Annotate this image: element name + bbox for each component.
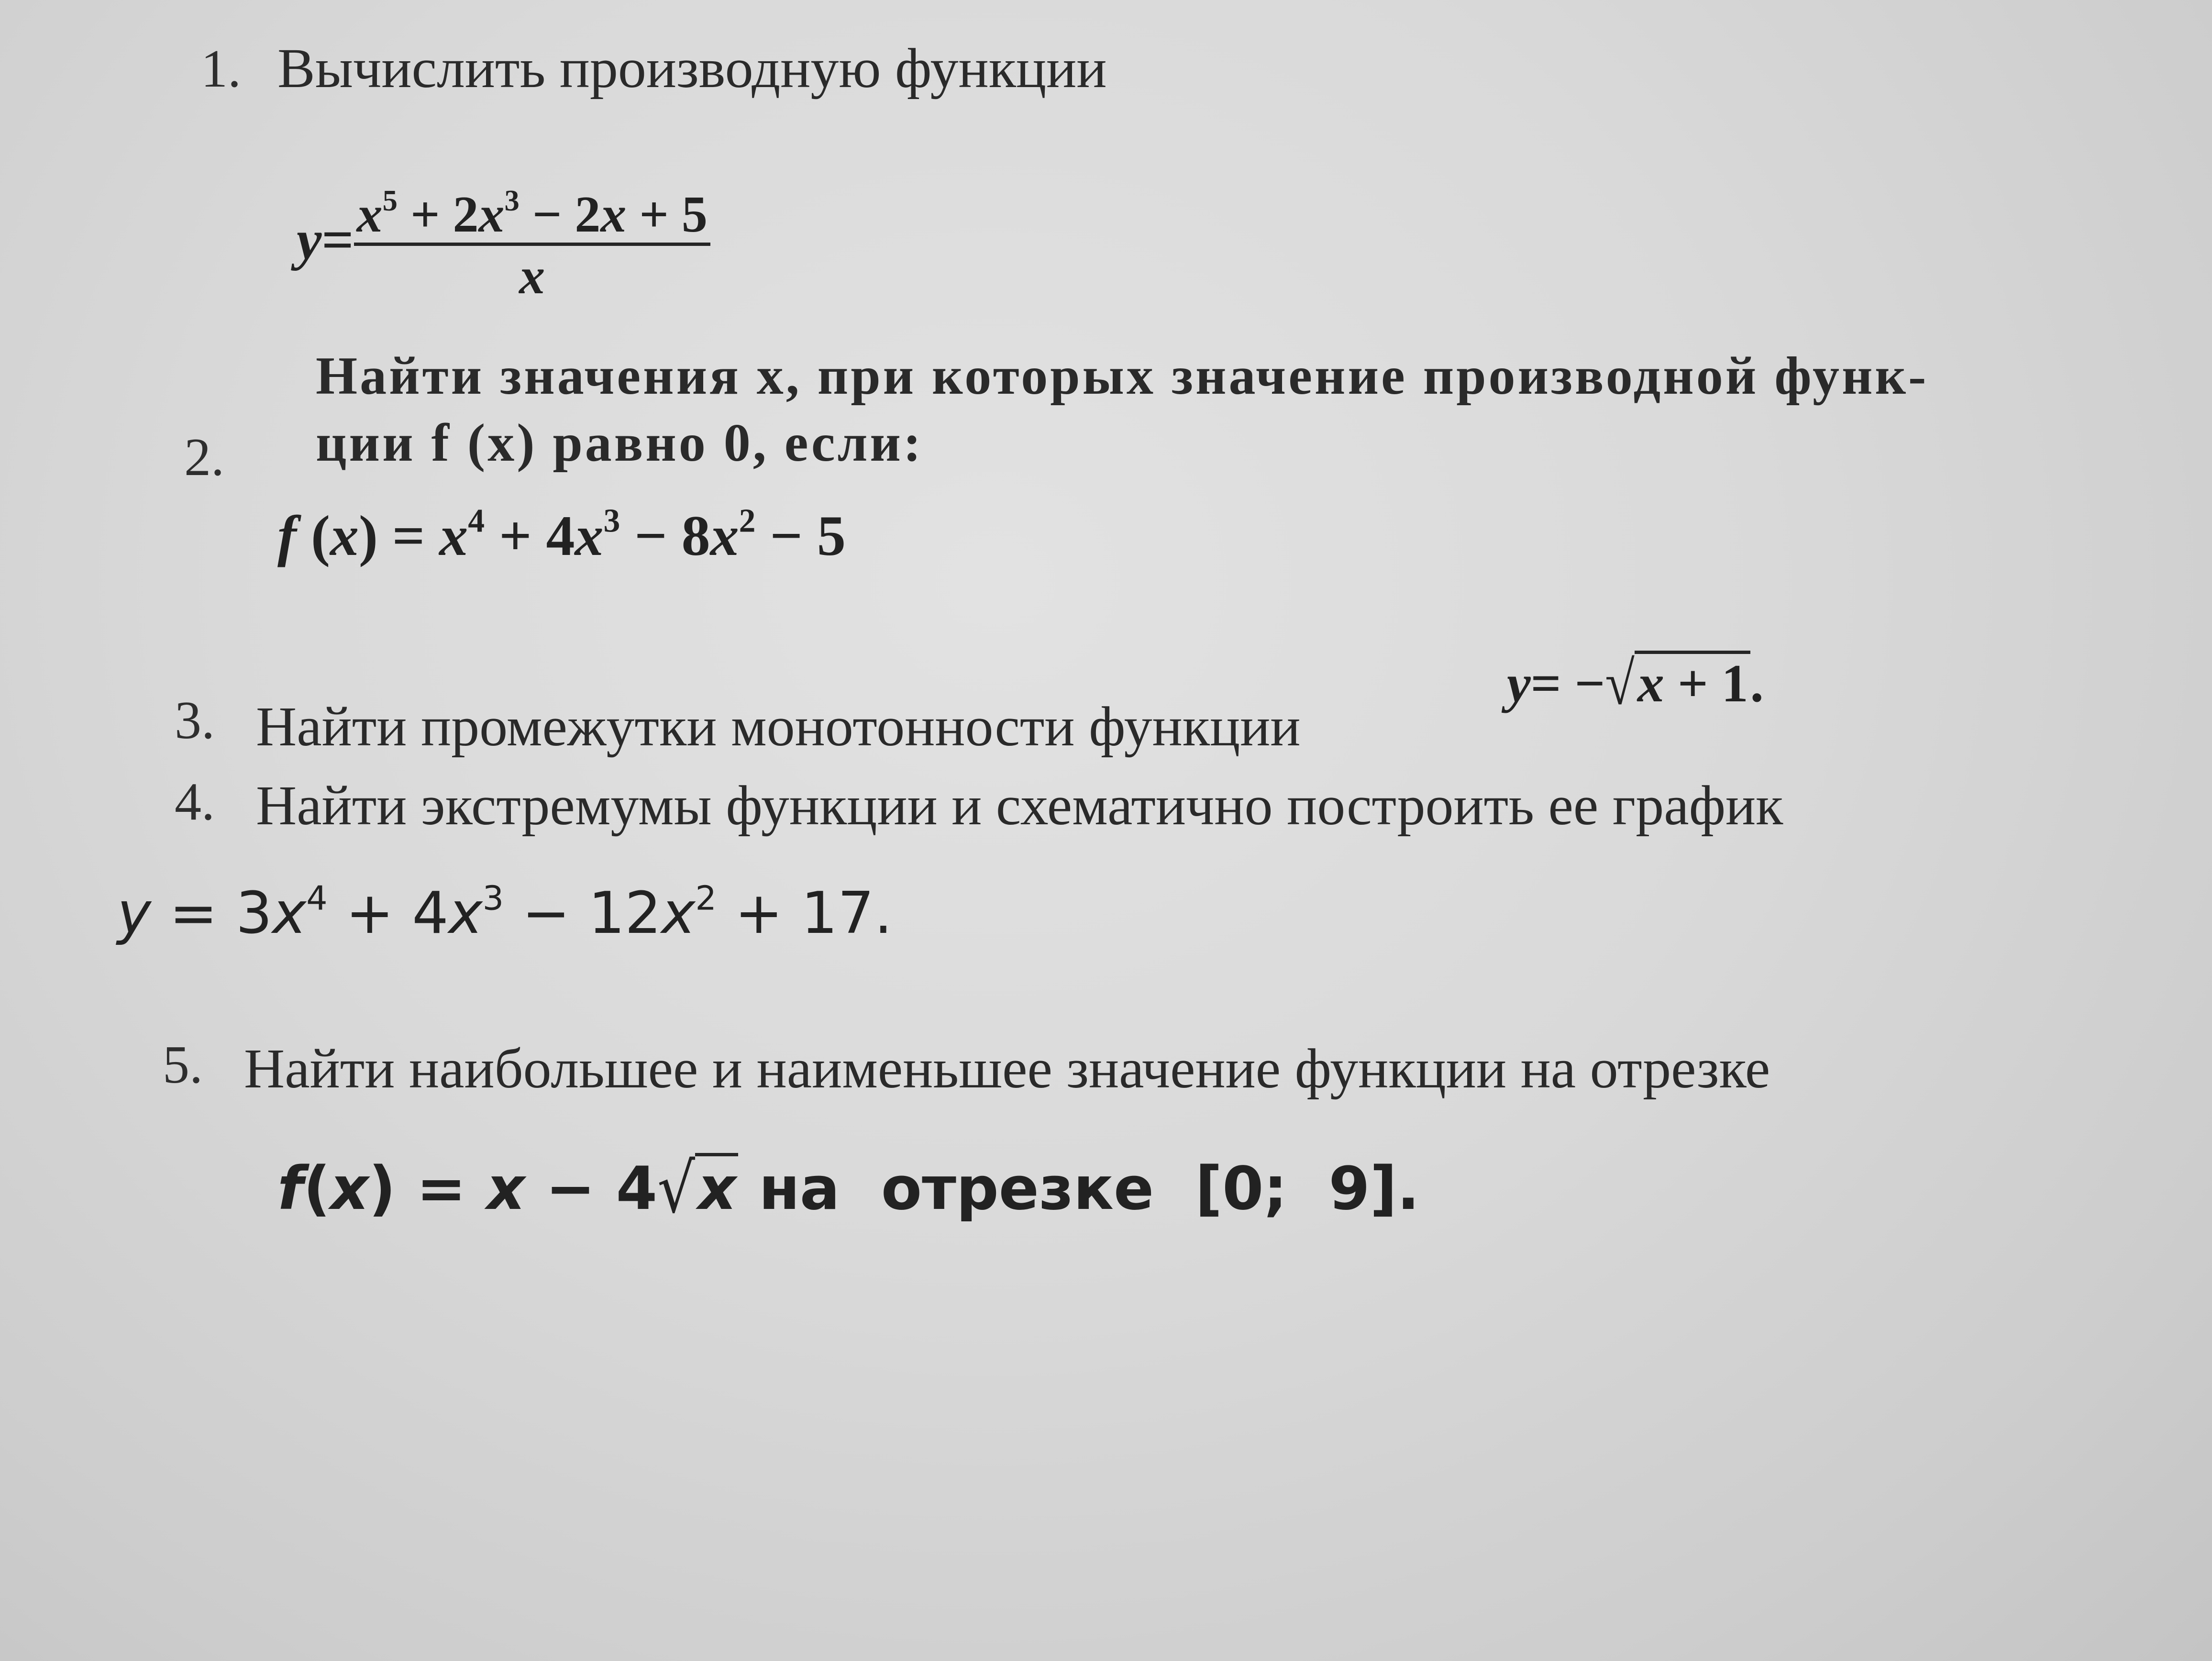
formula-term: − 5 (755, 504, 846, 567)
task-4-formula (117, 879, 893, 947)
formula-exponent: 3 (504, 184, 520, 218)
task-2-formula (277, 502, 846, 567)
formula-term: − 8 (620, 504, 710, 567)
radicand (695, 1153, 738, 1223)
task-1-formula (297, 184, 710, 305)
formula-exponent: 4 (468, 502, 485, 540)
formula-exponent: 5 (382, 184, 398, 218)
task-3-text: Найти промежутки монотонности функции (256, 695, 1301, 758)
formula-term: + 2 (397, 186, 479, 243)
task-3-formula (1507, 649, 1764, 718)
formula-var: y (117, 880, 152, 947)
formula-var: x (487, 1154, 525, 1223)
formula-term: − 4 (525, 1154, 658, 1223)
formula-term: = 3 (151, 880, 273, 947)
formula-term: + 17. (716, 880, 893, 947)
task-4-text: Найти экстремумы функции и схематично построить ее график (256, 774, 1783, 837)
formula-var: x (519, 248, 545, 305)
formula-term: − 2 (519, 186, 601, 243)
formula-var: x (439, 504, 468, 567)
formula-term: + 4 (327, 880, 449, 947)
task-1-number: 1. (201, 39, 241, 99)
formula-op: = − (1530, 654, 1605, 713)
task-3-number: 3. (175, 691, 215, 750)
formula-term: − 12 (503, 880, 662, 947)
formula-var: x (661, 880, 696, 947)
formula-term: + 4 (485, 504, 575, 567)
formula-var: f (277, 504, 297, 567)
sqrt-icon: √ (657, 1149, 696, 1229)
formula-var: f (277, 1154, 303, 1223)
formula-var: x (330, 1154, 369, 1223)
formula-var: x (330, 504, 359, 567)
formula-term: ( (303, 1154, 331, 1223)
formula-var: x (272, 880, 307, 947)
formula-term: + 1 (1664, 654, 1748, 713)
formula-exponent: 3 (603, 502, 620, 540)
formula-term: = (396, 1154, 487, 1223)
task-2-number: 2. (184, 428, 224, 487)
formula-var: x (448, 880, 483, 947)
formula-term: + 5 (626, 186, 708, 243)
task-5-text: Найти наибольшее и наименьшее значение функции на отрезке (244, 1037, 1770, 1100)
task-4-number: 4. (175, 772, 215, 831)
task-2-text-line2: ции f (x) равно 0, если: (316, 413, 924, 473)
formula-var: x (1637, 654, 1664, 713)
formula-var: y (1507, 654, 1531, 713)
fraction (354, 184, 710, 305)
formula-var: x (698, 1154, 737, 1223)
formula-term: ) = (358, 504, 440, 567)
formula-term: ) (368, 1154, 396, 1223)
formula-op: = (321, 208, 354, 271)
formula-var: y (297, 208, 322, 271)
formula-var: x (575, 504, 604, 567)
formula-var: x (710, 504, 739, 567)
formula-term: на отрезке [0; 9]. (738, 1154, 1420, 1223)
formula-var: x (600, 186, 627, 243)
formula-exponent: 3 (482, 879, 504, 918)
task-2-text-line1: Найти значения x, при которых значение производной функ- (316, 346, 1929, 406)
formula-exponent: 2 (739, 502, 756, 540)
formula-var: x (356, 186, 383, 243)
sqrt-icon: √ (1605, 649, 1635, 718)
task-1-text: Вычислить производную функции (277, 37, 1107, 100)
fraction-denominator (354, 246, 710, 305)
fraction-numerator (354, 184, 710, 246)
task-5-number: 5. (163, 1035, 203, 1095)
formula-exponent: 4 (306, 879, 328, 918)
formula-term: . (1750, 654, 1764, 713)
radicand (1635, 651, 1750, 713)
task-5-formula (277, 1149, 1420, 1229)
formula-exponent: 2 (695, 879, 717, 918)
formula-term: ( (296, 504, 330, 567)
formula-var: x (478, 186, 505, 243)
